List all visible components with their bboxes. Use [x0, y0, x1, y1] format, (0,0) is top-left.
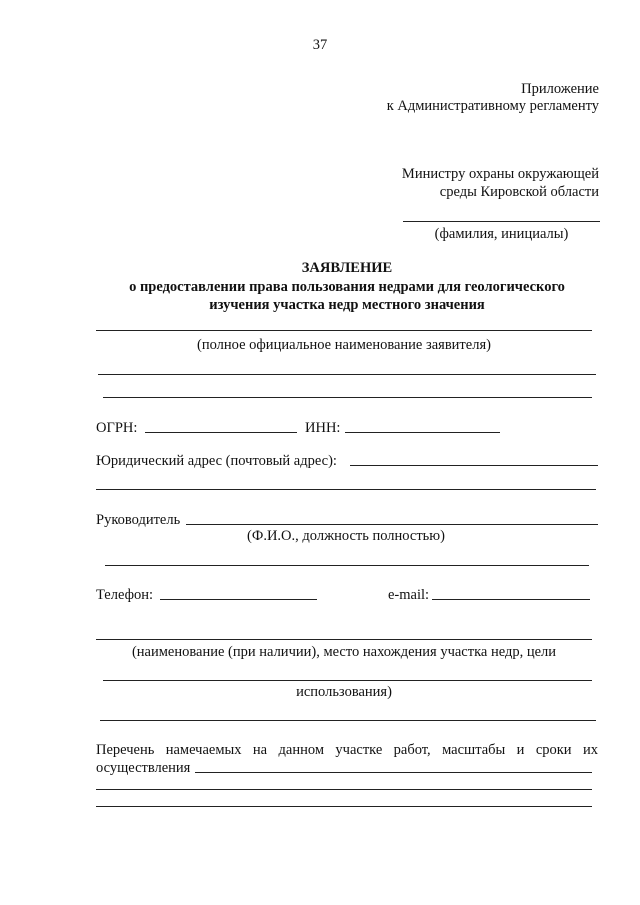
- email-field[interactable]: [432, 599, 590, 600]
- phone-field[interactable]: [160, 599, 317, 600]
- document-subtitle-line-2: изучения участка недр местного значения: [209, 297, 485, 313]
- site-field[interactable]: [96, 639, 592, 640]
- addressee-signature-hint: (фамилия, инициалы): [434, 226, 569, 242]
- address-field[interactable]: [350, 465, 598, 466]
- addressee-line-2: среды Кировской области: [439, 184, 599, 200]
- site-hint-line-1: (наименование (при наличии), место нахождения участка недр, цели: [131, 644, 557, 660]
- page-number: 37: [312, 37, 328, 53]
- head-hint: (Ф.И.О., должность полностью): [247, 528, 445, 544]
- document-title: ЗАЯВЛЕНИЕ: [301, 260, 393, 276]
- works-field-line-3[interactable]: [96, 806, 592, 807]
- ogrn-label: ОГРН:: [96, 420, 138, 436]
- head-field[interactable]: [186, 524, 598, 525]
- head-label: Руководитель: [96, 512, 181, 528]
- document-subtitle-line-1: о предоставлении права пользования недрами для геологического: [129, 279, 565, 295]
- works-label-line-1: Перечень намечаемых на данном участке работ, масштабы и сроки их: [96, 742, 598, 758]
- inn-field[interactable]: [345, 432, 500, 433]
- addressee-signature-line[interactable]: [403, 221, 600, 222]
- site-field-line-2[interactable]: [103, 680, 592, 681]
- applicant-name-line[interactable]: [96, 330, 592, 331]
- site-hint-line-2: использования): [296, 684, 392, 700]
- works-field-line-2[interactable]: [96, 789, 592, 790]
- applicant-name-line-3[interactable]: [103, 397, 592, 398]
- ogrn-field[interactable]: [145, 432, 297, 433]
- email-label: e-mail:: [388, 587, 430, 603]
- applicant-name-hint: (полное официальное наименование заявителя): [197, 337, 491, 353]
- applicant-name-line-2[interactable]: [98, 374, 596, 375]
- address-label: Юридический адрес (почтовый адрес):: [96, 453, 337, 469]
- address-field-line-2[interactable]: [96, 489, 596, 490]
- head-field-line-2[interactable]: [105, 565, 589, 566]
- appendix-line-1: Приложение: [521, 81, 599, 97]
- addressee-line-1: Министру охраны окружающей: [401, 166, 599, 182]
- appendix-line-2: к Административному регламенту: [386, 98, 599, 114]
- works-field[interactable]: [195, 772, 592, 773]
- site-field-line-3[interactable]: [100, 720, 596, 721]
- works-label-line-2: осуществления: [96, 760, 191, 776]
- inn-label: ИНН:: [305, 420, 341, 436]
- phone-label: Телефон:: [96, 587, 154, 603]
